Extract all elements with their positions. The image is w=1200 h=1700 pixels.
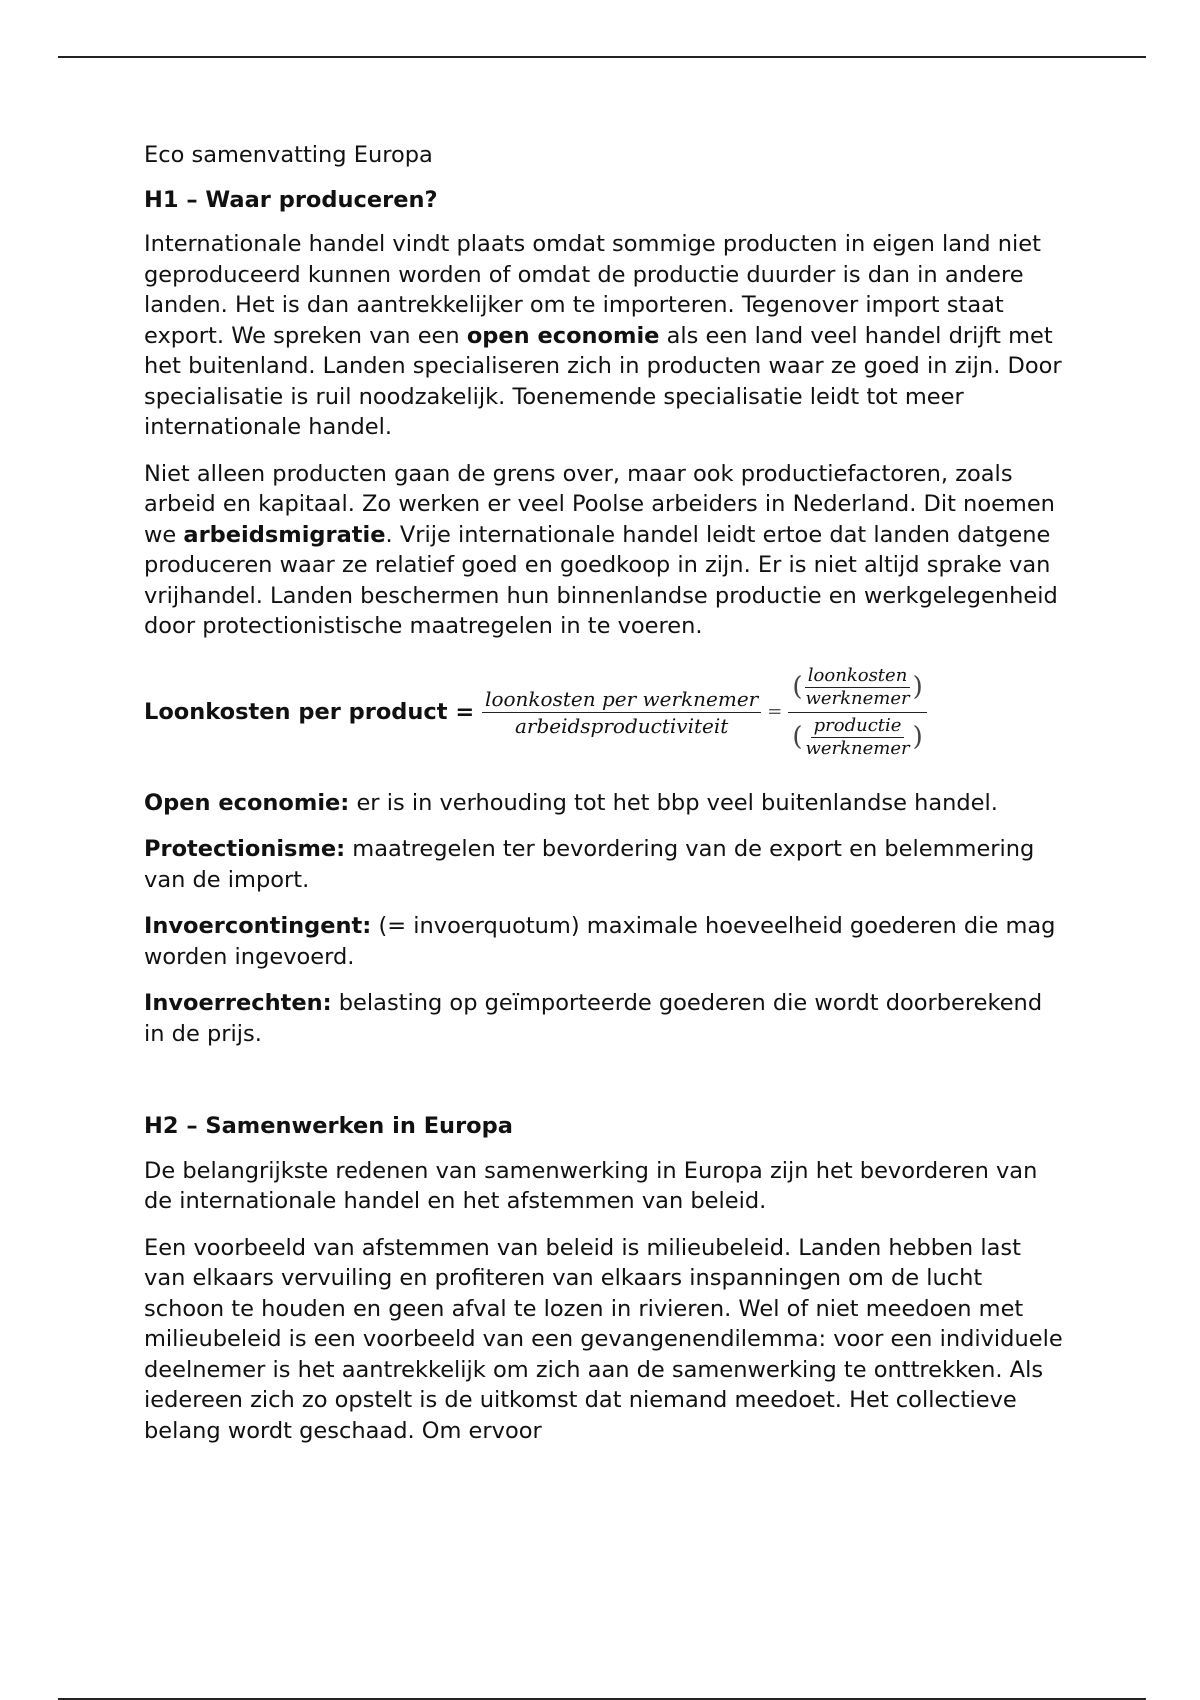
paragraph-production-factors: [144, 459, 1064, 642]
definition-text: maatregelen ter bevordering van de export en belemmering van de import.: [144, 836, 1035, 893]
compound-denominator: [788, 713, 926, 760]
fraction-numerator: loonkosten per werknemer: [482, 686, 761, 713]
close-paren: ): [912, 722, 923, 753]
paragraph-text: als een land veel handel drijft met het buitenland. Landen specialiseren zich in producten waar ze goed in zijn. Door specialisatie is ruil noodzakelijk. Toenemende specialisatie leidt tot meer internationale handel.: [144, 322, 1062, 440]
formula-fraction-2: [788, 665, 926, 760]
page-content: [144, 140, 1064, 1462]
paragraph-text: Internationale handel vindt plaats omdat sommige producten in eigen land niet geproduceerd kunnen worden of omdat de productie duurder is dan in andere landen. Het is dan aantrekkelijker om te importeren. Tegenover import staat export. We spreken van een: [144, 231, 1041, 349]
definition-text: (= invoerquotum) maximale hoeveelheid goederen die mag worden ingevoerd.: [144, 913, 1056, 970]
definition-text: er is in verhouding tot het bbp veel buitenlandse handel.: [349, 789, 998, 816]
section-spacer: [144, 1065, 1064, 1111]
inner-fraction-top: [802, 665, 912, 710]
definition-term: Invoerrechten:: [144, 990, 332, 1016]
definition-invoerrechten: [144, 988, 1064, 1049]
definition-term: Invoercontingent:: [144, 913, 372, 939]
definition-text: belasting op geïmporteerde goederen die wordt doorberekend in de prijs.: [144, 990, 1043, 1047]
section-heading-h1: H1 – Waar produceren?: [144, 186, 438, 213]
definition-invoercontingent: [144, 911, 1064, 972]
open-paren: (: [792, 672, 803, 703]
definition-term: Protectionisme:: [144, 836, 346, 862]
close-paren: ): [912, 672, 923, 703]
formula-loonkosten-per-product: [144, 658, 1064, 768]
fraction-numerator: productie: [811, 715, 905, 738]
term-open-economie: open economie: [466, 322, 660, 349]
paragraph-international-trade: [144, 229, 1064, 443]
formula-lhs: Loonkosten per product =: [144, 699, 483, 726]
inner-fraction-bottom: [802, 715, 912, 760]
paragraph-text: Niet alleen producten gaan de grens over, maar ook productiefactoren, zoals arbeid en kapitaal. Zo werken er veel Poolse arbeiders in Nederland. Dit noemen we: [144, 460, 1055, 548]
fraction-denominator: arbeidsproductiviteit: [514, 714, 729, 738]
fraction-denominator: werknemer: [805, 688, 910, 709]
term-arbeidsmigratie: arbeidsmigratie: [183, 521, 386, 548]
definition-protectionisme: [144, 834, 1064, 895]
paragraph-text: . Vrije internationale handel leidt ertoe dat landen datgene produceren waar ze relatief goed en goedkoop in zijn. Er is niet altijd sprake van vrijhandel. Landen beschermen hun binnenlandse productie en werkgelegenheid door protectionistische maatregelen in te voeren.: [144, 521, 1058, 639]
paragraph-cooperation-reasons: De belangrijkste redenen van samenwerking in Europa zijn het bevorderen van de internationale handel en het afstemmen van beleid.: [144, 1157, 1038, 1214]
fraction-numerator: loonkosten: [805, 665, 910, 688]
formula-equals: =: [767, 701, 783, 723]
definition-open-economie: [144, 788, 1064, 819]
fraction-denominator: werknemer: [805, 738, 910, 759]
definition-term: Open economie:: [144, 789, 350, 816]
formula-fraction-1: [482, 686, 761, 739]
top-rule: [58, 56, 1146, 58]
open-paren: (: [792, 722, 803, 753]
section-heading-h2: H2 – Samenwerken in Europa: [144, 1113, 513, 1139]
paragraph-environment-policy: Een voorbeeld van afstemmen van beleid is milieubeleid. Landen hebben last van elkaars vervuiling en profiteren van elkaars inspanningen om de lucht schoon te houden en geen afval te lozen in rivieren. Wel of niet meedoen met milieubeleid is een voorbeeld van een gevangenendilemma: voor een individuele deelnemer is het aantrekkelijk om zich aan de samenwerking te onttrekken. Als iedereen zich zo opstelt is de uitkomst dat niemand meedoet. Het collectieve belang wordt geschaad. Om ervoor: [144, 1234, 1063, 1444]
document-title: Eco samenvatting Europa: [144, 142, 433, 168]
compound-numerator: [788, 665, 926, 713]
